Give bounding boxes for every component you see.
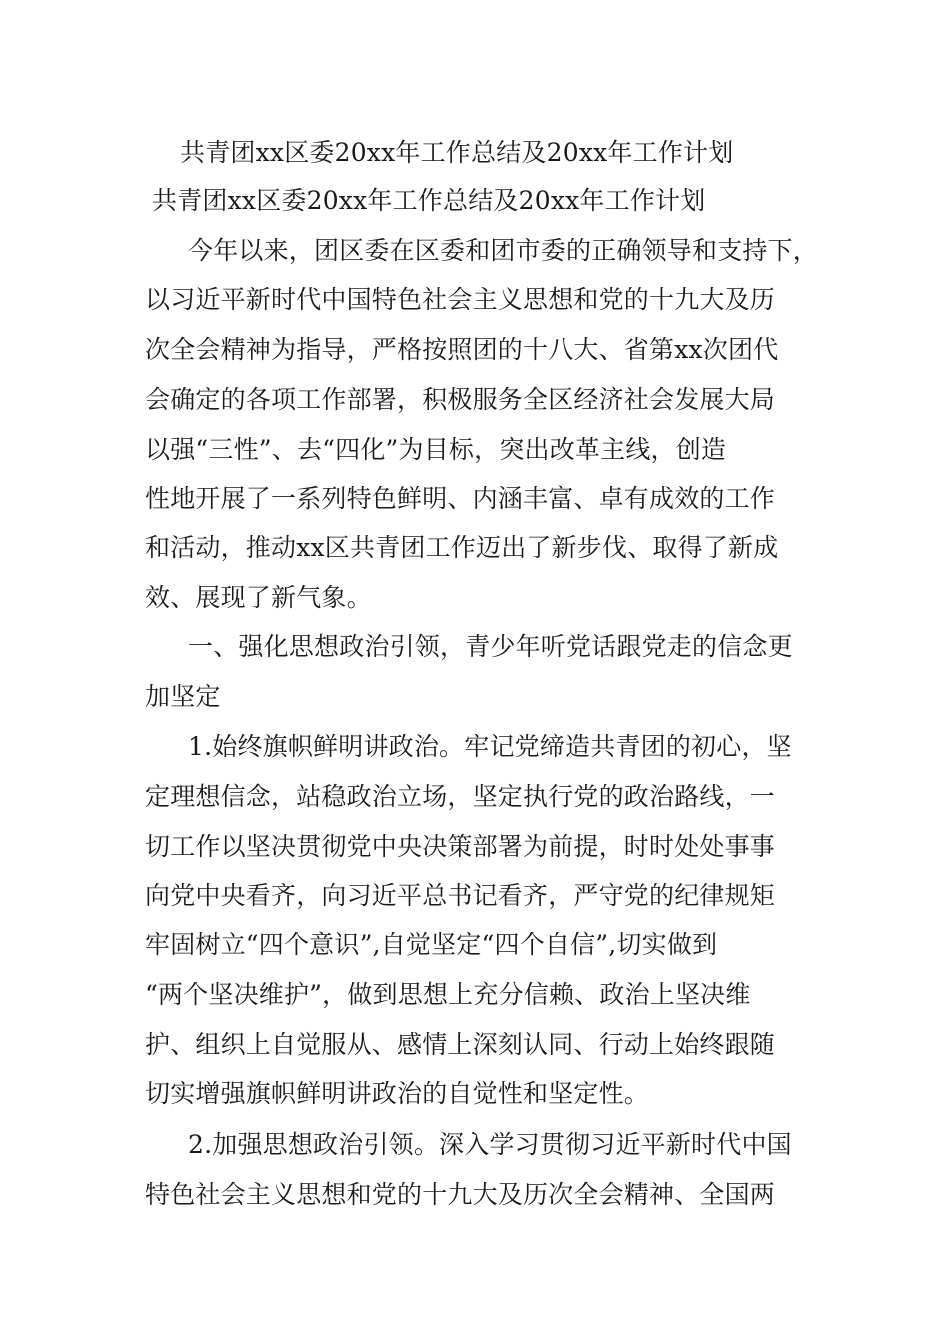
item-1-line: 定理想信念，站稳政治立场，坚定执行党的政治路线，一 — [145, 782, 776, 811]
item-1-line: 牢固树立“四个意识”,自觉坚定“四个自信”,切实做到 — [145, 930, 718, 959]
intro-line: 今年以来，团区委在区委和团市委的正确领导和支持下， — [188, 236, 819, 265]
item-1-line: “两个坚决维护”，做到思想上充分信赖、政治上坚决维 — [145, 980, 751, 1009]
document-title-repeat: 共青团xx区委20xx年工作总结及20xx年工作计划 — [152, 186, 706, 215]
item-1-line: 切工作以坚决贯彻党中央决策部署为前提，时时处处事事 — [145, 832, 776, 861]
document-title: 共青团xx区委20xx年工作总结及20xx年工作计划 — [180, 138, 734, 167]
intro-line: 会确定的各项工作部署，积极服务全区经济社会发展大局 — [145, 385, 776, 414]
section-heading-line: 一、强化思想政治引领，青少年听党话跟党走的信念更 — [188, 632, 793, 661]
item-1-line: 向党中央看齐，向习近平总书记看齐，严守党的纪律规矩 — [145, 881, 776, 910]
item-1-line: 护、组织上自觉服从、感情上深刻认同、行动上始终跟随 — [145, 1030, 776, 1059]
section-heading-line: 加坚定 — [145, 682, 221, 711]
intro-line: 次全会精神为指导，严格按照团的十八大、省第xx次团代 — [145, 335, 779, 364]
item-1-line: 1.始终旗帜鲜明讲政治。牢记党缔造共青团的初心，坚 — [188, 732, 792, 761]
intro-line: 效、展现了新气象。 — [145, 583, 372, 612]
item-2-line: 2.加强思想政治引领。深入学习贯彻习近平新时代中国 — [188, 1130, 792, 1159]
item-2-line: 特色社会主义思想和党的十九大及历次全会精神、全国两 — [145, 1180, 776, 1209]
intro-line: 性地开展了一系列特色鲜明、内涵丰富、卓有成效的工作 — [145, 484, 776, 513]
intro-line: 以强“三性”、去“四化”为目标，突出改革主线，创造 — [145, 435, 727, 464]
intro-line: 以习近平新时代中国特色社会主义思想和党的十九大及历 — [145, 285, 776, 314]
item-1-line: 切实增强旗帜鲜明讲政治的自觉性和坚定性。 — [145, 1079, 650, 1108]
intro-line: 和活动，推动xx区共青团工作迈出了新步伐、取得了新成 — [145, 533, 779, 562]
